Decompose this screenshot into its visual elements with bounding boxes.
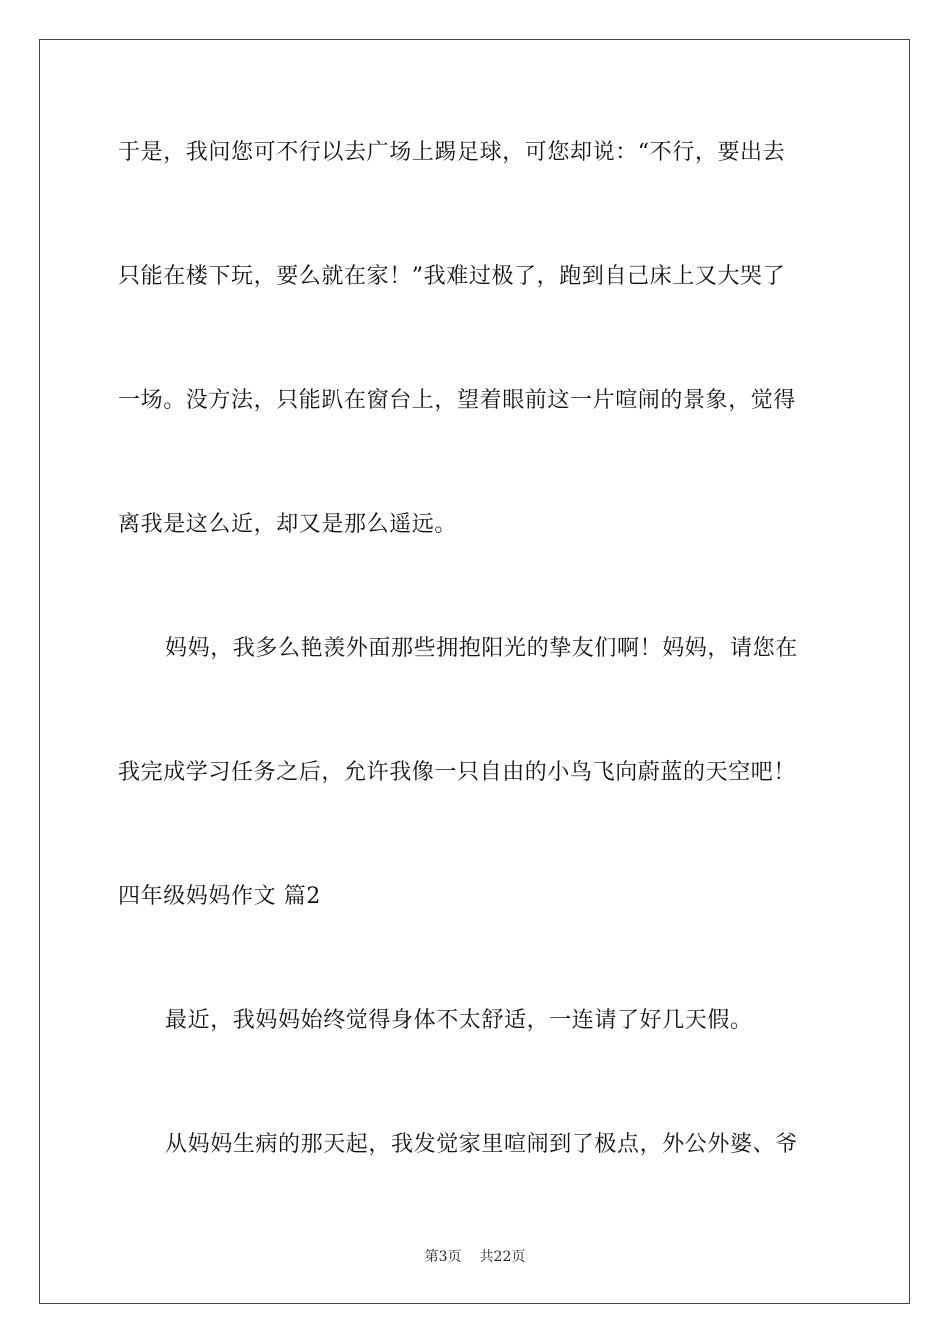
body-line-8: 从妈妈生病的那天起，我发觉家里喧闹到了极点，外公外婆、爷 xyxy=(165,1132,798,1157)
page-total: 共22页 xyxy=(479,1249,526,1265)
body-line-7: 最近，我妈妈始终觉得身体不太舒适，一连请了好几天假。 xyxy=(165,1008,753,1033)
page-footer xyxy=(0,1248,950,1266)
body-line-1: 于是，我问您可不行以去广场上踢足球，可您却说：“不行，要出去 xyxy=(118,140,786,165)
body-line-5: 妈妈，我多么艳羡外面那些拥抱阳光的挚友们啊！妈妈，请您在 xyxy=(165,636,798,661)
body-line-4: 离我是这么近，却又是那么遥远。 xyxy=(118,512,458,537)
body-line-3: 一场。没方法，只能趴在窗台上，望着眼前这一片喧闹的景象，觉得 xyxy=(118,388,797,413)
section-heading: 四年级妈妈作文 篇2 xyxy=(118,884,321,909)
page-number: 第3页 xyxy=(424,1249,462,1265)
body-line-2: 只能在楼下玩，要么就在家！”我难过极了，跑到自己床上又大哭了 xyxy=(118,264,786,289)
page-frame xyxy=(39,39,910,1304)
body-line-6: 我完成学习任务之后，允许我像一只自由的小鸟飞向蔚蓝的天空吧！ xyxy=(118,760,797,785)
